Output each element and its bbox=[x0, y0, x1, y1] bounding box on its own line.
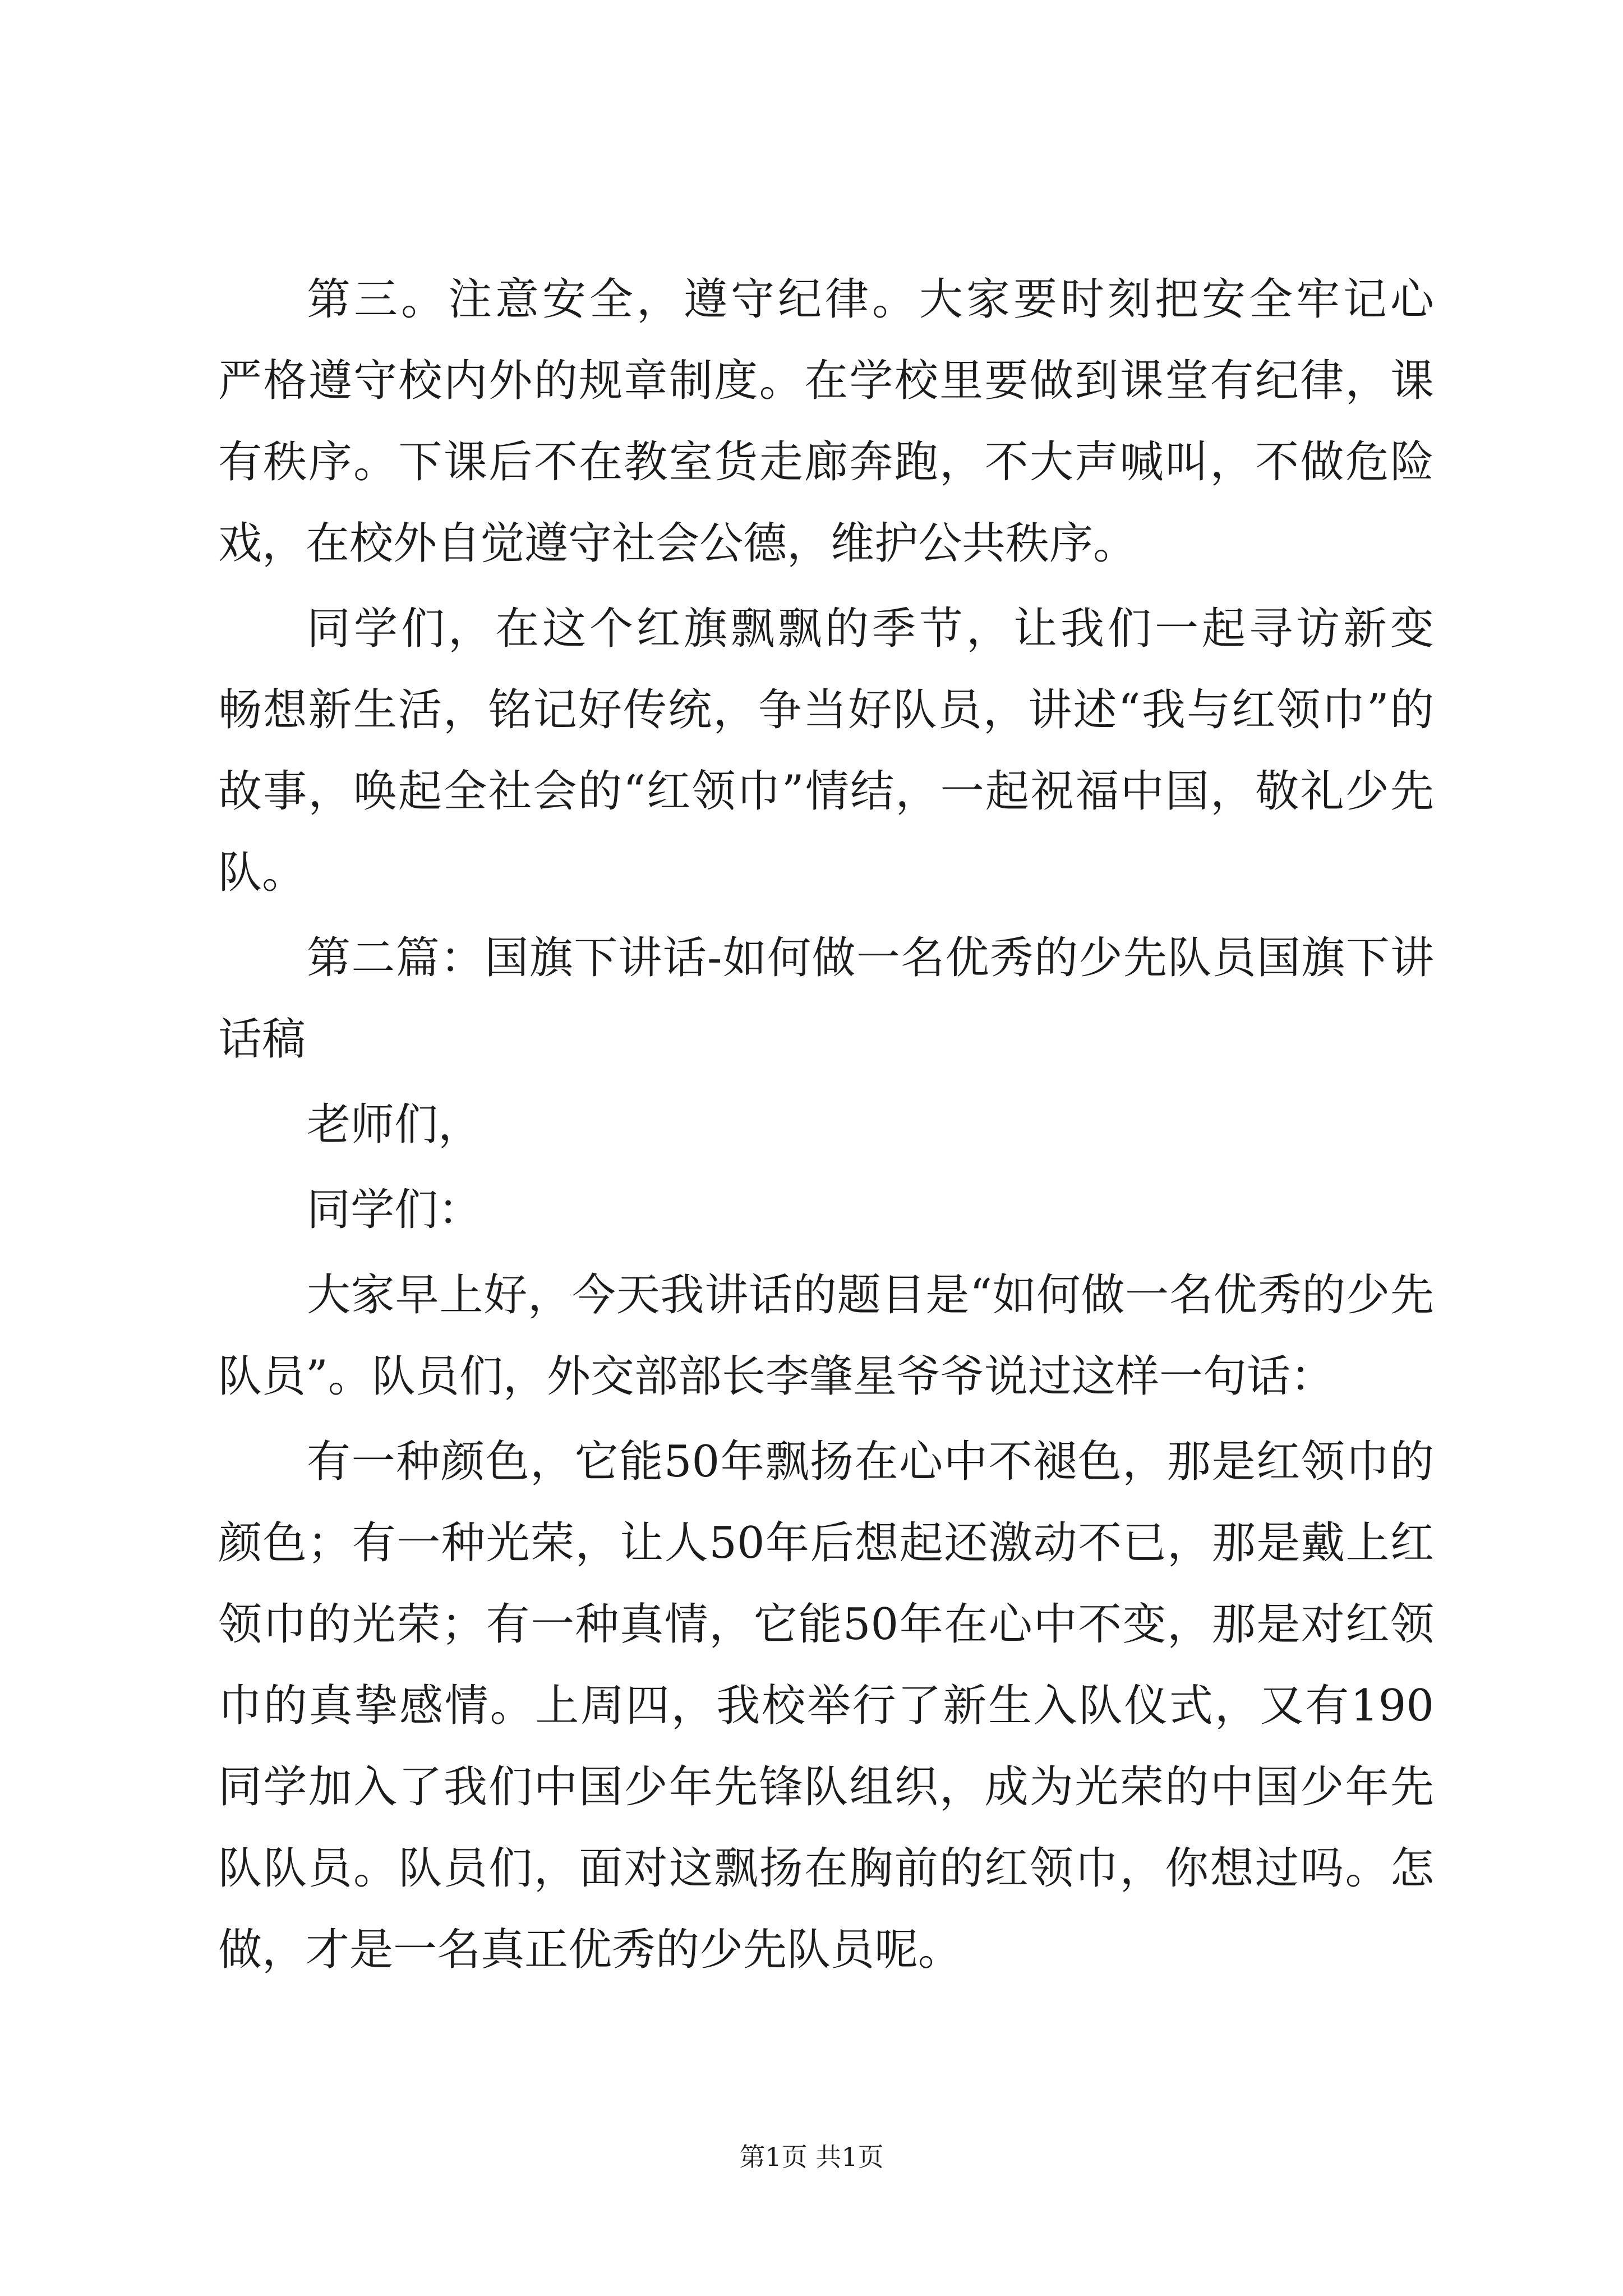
text-line: 大家早上好，今天我讲话的题目是“如何做一名优秀的少先 bbox=[307, 1270, 1434, 1320]
text-line: 队。 bbox=[218, 848, 306, 898]
paragraph-quote bbox=[218, 1421, 1434, 1991]
paragraph-speech-intro bbox=[218, 1255, 1434, 1418]
text-line: 话稿 bbox=[218, 1014, 306, 1065]
text-line: 戏，在校外自觉遵守社会公德，维护公共秩序。 bbox=[218, 518, 1137, 569]
text-line: 老师们， bbox=[307, 1099, 482, 1150]
salutation-students bbox=[218, 1170, 1434, 1251]
salutation-teachers bbox=[218, 1084, 1434, 1166]
paragraph-red-scarf-season bbox=[218, 588, 1434, 914]
text-line: 做，才是一名真正优秀的少先队员呢。 bbox=[218, 1925, 962, 1975]
text-line: 领巾的光荣；有一种真情，它能50年在心中不变，那是对红领 bbox=[218, 1599, 1434, 1650]
page-footer: 第1页 共1页 bbox=[739, 2142, 884, 2172]
text-line: 第二篇：国旗下讲话-如何做一名优秀的少先队员国旗下讲 bbox=[307, 933, 1434, 983]
text-line: 颜色；有一种光荣，让人50年后想起还激动不已，那是戴上红 bbox=[218, 1518, 1434, 1568]
text-line: 巾的真挚感情。上周四，我校举行了新生入队仪式，又有190 bbox=[218, 1681, 1434, 1731]
text-line: 队队员。队员们，面对这飘扬在胸前的红领巾，你想过吗。怎 bbox=[218, 1843, 1434, 1894]
paragraph-safety-discipline bbox=[218, 259, 1434, 585]
text-line: 同学们： bbox=[307, 1185, 482, 1235]
text-line: 畅想新生活，铭记好传统，争当好队员，讲述“我与红领巾”的 bbox=[218, 685, 1434, 735]
text-line: 严格遵守校内外的规章制度。在学校里要做到课堂有纪律，课 bbox=[218, 356, 1434, 406]
text-line: 有秩序。下课后不在教室货走廊奔跑，不大声喊叫，不做危险 bbox=[218, 437, 1434, 487]
text-line: 同学们，在这个红旗飘飘的季节，让我们一起寻访新变 bbox=[307, 604, 1434, 654]
text-line: 第三。注意安全，遵守纪律。大家要时刻把安全牢记心 bbox=[307, 274, 1434, 325]
text-line: 故事，唤起全社会的“红领巾”情结，一起祝福中国，敬礼少先 bbox=[218, 766, 1434, 817]
document-body bbox=[218, 259, 1434, 1995]
section-heading bbox=[218, 918, 1434, 1080]
text-line: 同学加入了我们中国少年先锋队组织，成为光荣的中国少年先 bbox=[218, 1762, 1434, 1812]
text-line: 有一种颜色，它能50年飘扬在心中不褪色，那是红领巾的 bbox=[307, 1437, 1434, 1487]
text-line: 队员”。队员们，外交部部长李肇星爷爷说过这样一句话： bbox=[218, 1351, 1334, 1402]
